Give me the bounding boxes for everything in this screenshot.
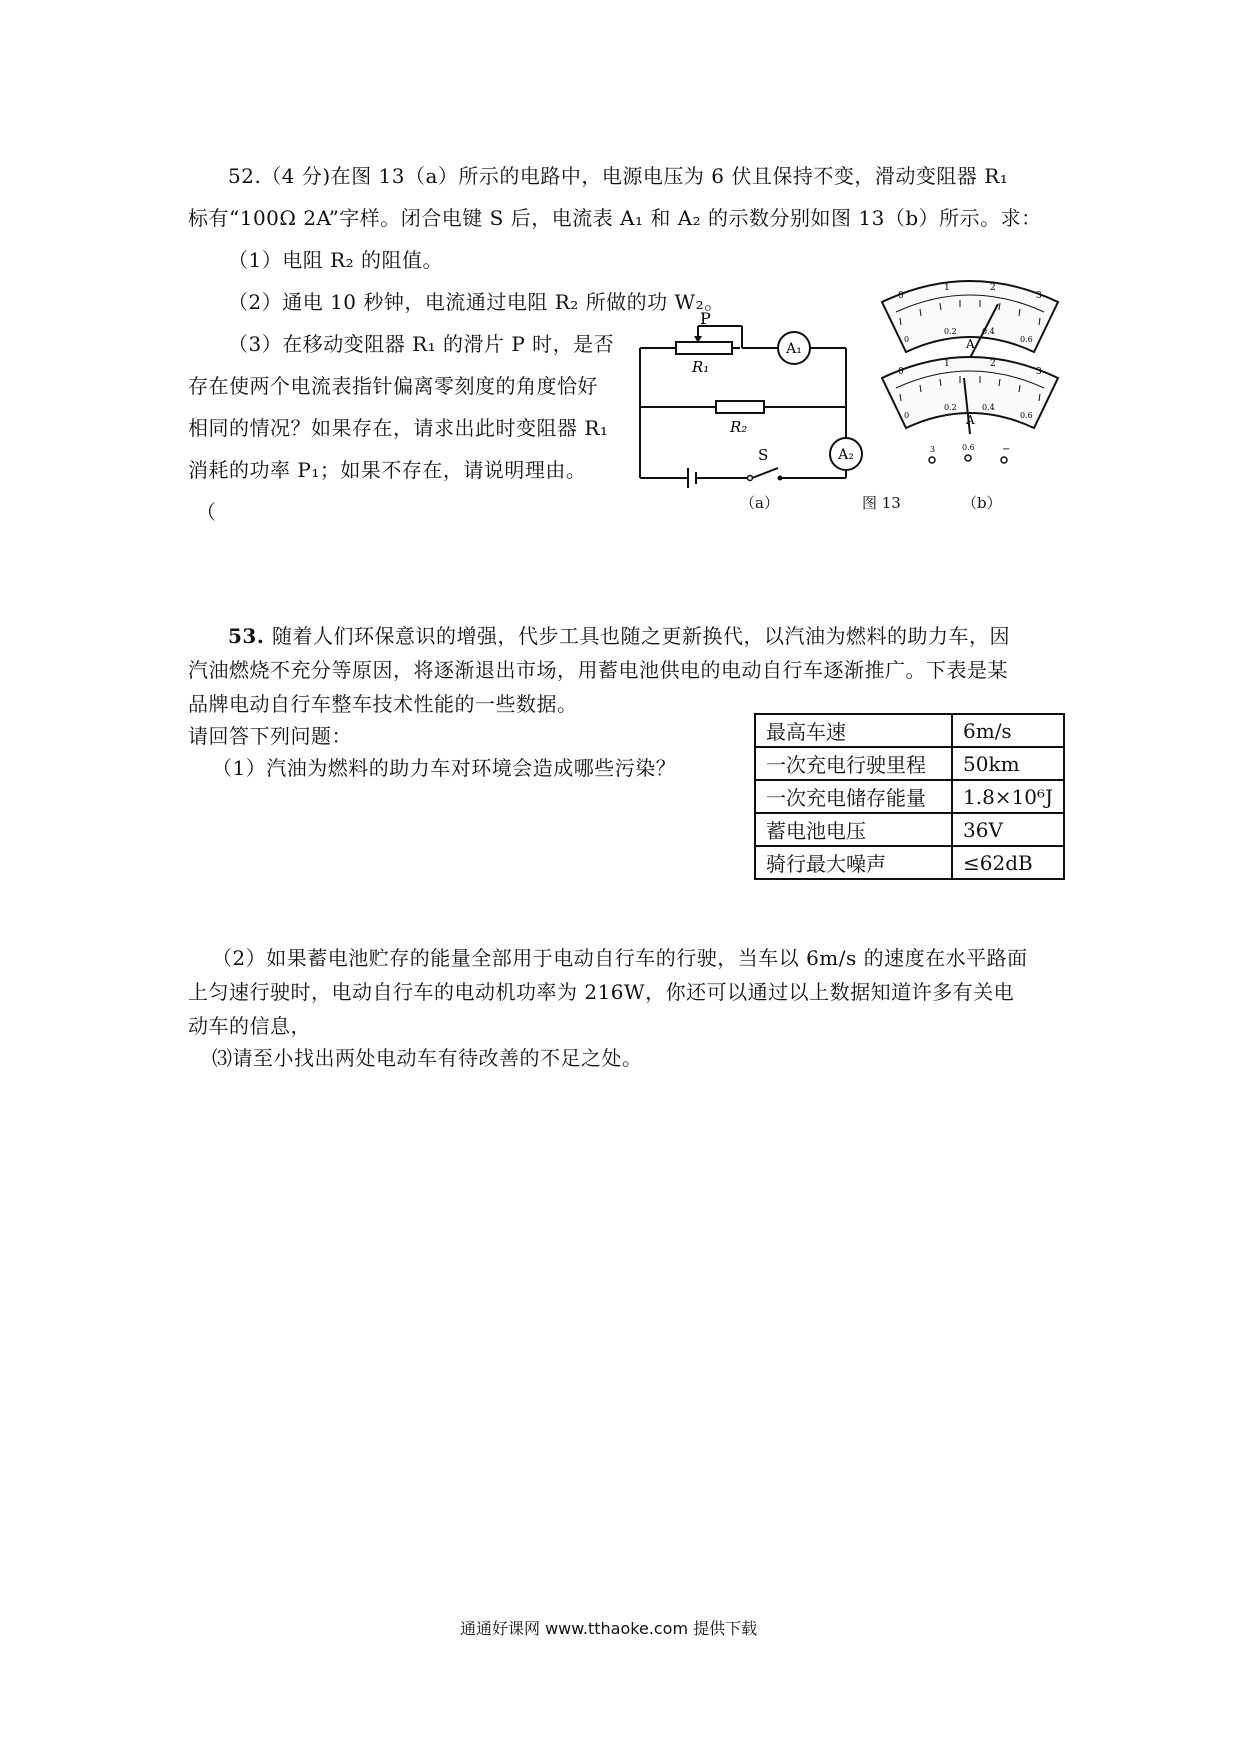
label-a2: A₂	[838, 447, 854, 463]
label-p: P	[700, 310, 711, 328]
svg-text:2: 2	[990, 359, 996, 369]
meter-a2-dial	[882, 357, 1058, 434]
svg-text:1: 1	[944, 283, 950, 293]
svg-text:0.6: 0.6	[1020, 411, 1033, 420]
svg-text:−: −	[1002, 444, 1011, 455]
svg-text:1: 1	[944, 359, 950, 369]
label-a1: A₁	[786, 341, 802, 357]
q53-sub2-line3: 动车的信息，	[188, 1014, 311, 1038]
label-r2: R₂	[730, 418, 748, 436]
q53-sub2-line1: （2）如果蓄电池贮存的能量全部用于电动自行车的行驶，当车以 6m/s 的速度在水平路面	[212, 946, 1028, 970]
q53-number: 53.	[228, 624, 265, 648]
q53-prompt: 请回答下列问题：	[188, 724, 352, 748]
switch-s	[752, 468, 778, 478]
table-cell-key: 一次充电行驶里程	[755, 747, 952, 780]
table-row	[755, 846, 1064, 879]
q52-line1: 52.（4 分)在图 13（a）所示的电路中，电源电压为 6 伏且保持不变，滑动变阻器 R₁	[228, 164, 1009, 188]
stray-parenthesis: （	[196, 500, 217, 524]
svg-text:3: 3	[930, 445, 936, 454]
caption-b: （b）	[962, 494, 1002, 512]
circuit-diagram	[630, 310, 870, 500]
table-cell-key: 骑行最大噪声	[755, 846, 952, 879]
label-r1: R₁	[692, 358, 710, 376]
svg-text:0.6: 0.6	[1020, 335, 1033, 344]
svg-text:3: 3	[1036, 367, 1042, 377]
q52-sub2: （2）通电 10 秒钟，电流通过电阻 R₂ 所做的功 W₂。	[228, 290, 725, 314]
caption-a: （a）	[740, 494, 779, 512]
svg-text:0: 0	[904, 335, 910, 344]
meter-a1-dial	[882, 281, 1058, 358]
table-cell-value: ≤62dB	[952, 846, 1064, 879]
svg-text:3: 3	[1036, 291, 1042, 301]
svg-text:0.2: 0.2	[944, 327, 957, 336]
footer-text: 通通好课网 www.tthaoke.com 提供下载	[460, 1619, 758, 1638]
q52-sub1: （1）电阻 R₂ 的阻值。	[228, 248, 444, 272]
table-cell-key: 最高车速	[755, 714, 952, 747]
q52-sub3-line2: 存在使两个电流表指针偏离零刻度的角度恰好	[188, 374, 598, 398]
svg-text:2: 2	[990, 283, 996, 293]
q52-line2: 标有“100Ω 2A”字样。闭合电键 S 后，电流表 A₁ 和 A₂ 的示数分别如图 13（b）所示。求：	[188, 206, 1042, 230]
table-row	[755, 780, 1064, 813]
label-s: S	[758, 446, 769, 464]
resistor-r2	[716, 401, 764, 413]
svg-text:0.6: 0.6	[962, 443, 975, 452]
q53-sub3: ⑶请至小找出两处电动车有待改善的不足之处。	[212, 1046, 643, 1070]
caption-figure: 图 13	[862, 494, 901, 512]
q53-sub1: （1）汽油为燃料的助力车对环境会造成哪些污染？	[212, 756, 677, 780]
q53-sub2-line2: 上匀速行驶时，电动自行车的电动机功率为 216W，你还可以通过以上数据知道许多有关电	[188, 980, 1015, 1004]
meter-a1-unit: A	[966, 337, 975, 351]
table-cell-value: 50km	[952, 747, 1064, 780]
q52-sub3-line3: 相同的情况？如果存在，请求出此时变阻器 R₁	[188, 416, 609, 440]
table-row	[755, 747, 1064, 780]
svg-text:0: 0	[904, 411, 910, 420]
svg-text:0.4: 0.4	[982, 403, 995, 412]
svg-text:0.2: 0.2	[944, 403, 957, 412]
q52-sub3-line1: （3）在移动变阻器 R₁ 的滑片 P 时，是否	[228, 332, 615, 356]
meter-a2-unit: A	[966, 413, 975, 427]
q52-sub3-line4: 消耗的功率 P₁；如果不存在，请说明理由。	[188, 458, 587, 482]
q53-line1: 随着人们环保意识的增强，代步工具也随之更新换代，以汽油为燃料的助力车，因	[272, 624, 1010, 648]
table-row	[755, 813, 1064, 846]
rheostat-r1	[676, 342, 732, 354]
q53-line2: 汽油燃烧不充分等原因，将逐渐退出市场，用蓄电池供电的电动自行车逐渐推广。下表是某	[188, 658, 1008, 682]
table-cell-value: 6m/s	[952, 714, 1064, 747]
table-cell-value: 1.8×10⁶J	[952, 780, 1064, 813]
ammeter-dials	[870, 268, 1070, 488]
spec-table	[754, 713, 1065, 880]
svg-text:0: 0	[898, 291, 904, 301]
table-row	[755, 714, 1064, 747]
q53-line3: 品牌电动自行车整车技术性能的一些数据。	[188, 692, 578, 716]
table-cell-value: 36V	[952, 813, 1064, 846]
svg-text:0: 0	[898, 367, 904, 377]
table-cell-key: 蓄电池电压	[755, 813, 952, 846]
table-cell-key: 一次充电储存能量	[755, 780, 952, 813]
svg-text:0.4: 0.4	[982, 327, 995, 336]
